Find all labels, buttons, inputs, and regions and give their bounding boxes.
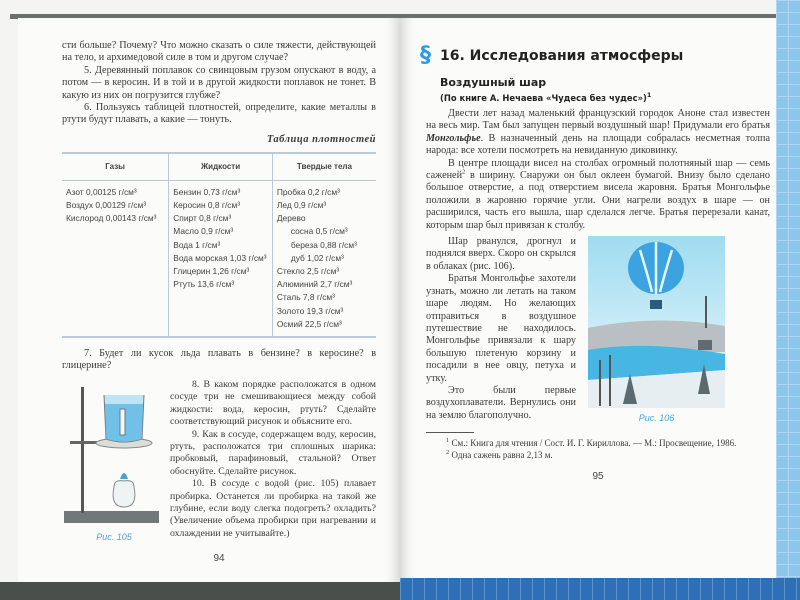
cell: Лед 0,9 г/см³ bbox=[276, 200, 327, 211]
gases-column bbox=[62, 180, 169, 337]
table-row bbox=[62, 180, 376, 337]
cell: Азот 0,00125 г/см³ bbox=[66, 186, 137, 197]
text: Двести лет назад маленький французский городок Аноне стал известен на весь мир. Там был запущен первый воздушный шар! Придумали его братья bbox=[426, 108, 770, 132]
figure-105-beaker-on-stand bbox=[64, 379, 164, 527]
cell: Масло 0,9 г/см³ bbox=[173, 226, 234, 237]
test-tube bbox=[120, 409, 125, 435]
cell: Вода 1 г/см³ bbox=[173, 239, 221, 250]
text: в ширину. Снаружи он был оклеен бумагой. Внизу было сделано большое отверстие, а под отверстием висела жаровня. Братья Монгольфье положили в жаровню горячие угли. Они нагрели воздух в шаре — он расширился, часть его вышла, шар сделался легче. Братья перерезали канат, которым шар был привязан к столбу. bbox=[426, 170, 770, 231]
cell: Золото 19,3 г/см³ bbox=[276, 305, 344, 316]
paragraph: 7. Будет ли кусок льда плавать в бензине? в керосине? в глицерине? bbox=[62, 348, 376, 372]
footnote-mark: 2 bbox=[446, 449, 450, 457]
figure-105-caption: Рис. 105 bbox=[96, 531, 132, 542]
figure-106-balloon-landscape bbox=[588, 236, 725, 408]
text: В центре площади висел на столбах огромный полотняный шар — семь саженей bbox=[426, 157, 770, 182]
left-page-content bbox=[62, 40, 376, 565]
footnote-divider bbox=[426, 432, 474, 433]
paragraph-3: Шар рванулся, дрогнул и поднялся вверх. Скоро он скрылся в облаках (рис. 106). bbox=[426, 236, 576, 272]
footnote-ref: 2 bbox=[462, 168, 466, 176]
cell: сосна 0,5 г/см³ bbox=[290, 226, 348, 237]
question-9: 9. Как в сосуде, содержащем воду, керосин, ртуть, расположатся три сплошных шарика: пробковый, парафиновый, стальной? Ответ обоснуйте. Сделайте рисунок. bbox=[170, 428, 376, 477]
question-6: 6. Пользуясь таблицей плотностей, определите, какие металлы в ртути будут плавать, а какие — тонуть. bbox=[62, 102, 376, 126]
spirit-lamp bbox=[113, 480, 135, 506]
cell: Ртуть 13,6 г/см³ bbox=[173, 279, 235, 290]
header-solids: Твердые тела bbox=[272, 153, 376, 181]
figure-and-questions bbox=[62, 379, 376, 543]
cell: береза 0,88 г/см³ bbox=[290, 239, 357, 250]
book-cover-edge-right bbox=[776, 0, 800, 600]
footnote-ref: 1 bbox=[646, 91, 652, 100]
paragraph-2 bbox=[426, 158, 770, 232]
cell: Пробка 0,2 г/см³ bbox=[276, 186, 340, 197]
table-header-row bbox=[62, 153, 376, 181]
stand-base bbox=[64, 511, 159, 523]
header-gases: Газы bbox=[62, 153, 169, 181]
emphasis: Монгольфье bbox=[426, 132, 481, 144]
paragraph-4: Братья Монгольфье захотели узнать, можно ли летать на таком шаре людям. Но желающих отправиться в воздушное путешествие не находилось. Монгольфье привязали к шару большую плетеную корзину и посадили в нее овцу, петуха и утку. bbox=[426, 273, 576, 384]
cell: дуб 1,02 г/см³ bbox=[290, 252, 344, 263]
cell: Стекло 2,5 г/см³ bbox=[276, 266, 340, 277]
section-title: 16. Исследования атмосферы bbox=[440, 48, 684, 64]
questions-8-10 bbox=[170, 379, 376, 540]
right-main-text bbox=[426, 108, 770, 232]
footnote-1 bbox=[426, 437, 770, 449]
source-text: (По книге А. Нечаева «Чудеса без чудес») bbox=[440, 93, 647, 103]
cell: Керосин 0,8 г/см³ bbox=[173, 200, 241, 211]
house bbox=[698, 340, 712, 350]
paragraph-1 bbox=[426, 108, 770, 158]
paragraph-sign-icon: § bbox=[420, 43, 431, 68]
figure-106 bbox=[588, 236, 725, 424]
question-10: 10. В сосуде с водой (рис. 105) плавает пробирка. Останется ли пробирка на такой же глубине, если воду слегка подогреть? охладить? (Увеличение объема пробирки при нагревании и охлаждении не учитывайте.) bbox=[170, 478, 376, 539]
right-column-text bbox=[426, 236, 576, 422]
cell: Кислород 0,00143 г/см³ bbox=[66, 213, 157, 224]
cell: Дерево bbox=[276, 213, 306, 224]
cell: Сталь 7,8 г/см³ bbox=[276, 292, 335, 303]
density-table bbox=[62, 152, 376, 338]
cell: Осмий 22,5 г/см³ bbox=[276, 318, 342, 329]
cell: Глицерин 1,26 г/см³ bbox=[173, 266, 250, 277]
cell: Алюминий 2,7 г/см³ bbox=[276, 279, 353, 290]
text-and-figure bbox=[426, 236, 770, 424]
left-top-text bbox=[62, 40, 376, 127]
question-7 bbox=[62, 348, 376, 373]
subtitle: Воздушный шар bbox=[440, 76, 547, 89]
footnote-text: Одна сажень равна 2,13 м. bbox=[449, 450, 553, 461]
cell: Вода морская 1,03 г/см³ bbox=[173, 252, 267, 263]
paragraph: сти больше? Почему? Что можно сказать о силе тяжести, действующей на тело, и архимедовой силе в том и другом случае? bbox=[62, 40, 376, 64]
figure-105 bbox=[62, 379, 166, 543]
text: . В назначенный день на площади собралась несметная толпа народа: все хотели посмотреть на невиданную диковинку. bbox=[426, 132, 770, 157]
cell: Бензин 0,73 г/см³ bbox=[173, 186, 241, 197]
paragraph-5: Это были первые воздухоплаватели. Вернулись они на землю благополучно. bbox=[426, 384, 576, 421]
flame bbox=[120, 473, 128, 479]
footnote-text: См.: Книга для чтения / Сост. И. Г. Кириллова. — М.: Просвещение, 1986. bbox=[449, 438, 737, 449]
cell: Спирт 0,8 г/см³ bbox=[173, 213, 232, 224]
footnote-mark: 1 bbox=[446, 437, 450, 445]
table-title: Таблица плотностей bbox=[266, 133, 376, 145]
figure-106-caption: Рис. 106 bbox=[638, 413, 675, 424]
section-heading bbox=[420, 44, 770, 68]
balloon-basket bbox=[650, 300, 662, 309]
right-page-content bbox=[420, 44, 770, 483]
stand-rod bbox=[81, 387, 84, 513]
cell: Воздух 0,00129 г/см³ bbox=[66, 200, 147, 211]
header-liquids: Жидкости bbox=[169, 153, 273, 181]
footnote-2 bbox=[426, 449, 770, 461]
question-8: 8. В каком порядке расположатся в одном сосуде три не смешивающиеся между собой жидкости: вода, керосин, ртуть? Сделайте соответствующий рисунок и объясните его. bbox=[170, 378, 376, 428]
solids-column bbox=[272, 180, 376, 337]
page-number-right: 95 bbox=[592, 471, 604, 483]
liquids-column bbox=[169, 180, 273, 337]
question-5: 5. Деревянный поплавок со свинцовым грузом опускают в воду, а потом — в керосин. И в той и в другой жидкости поплавок не тонет. В какую из них он погрузится глубже? bbox=[62, 64, 376, 101]
source-line bbox=[440, 92, 770, 104]
page-number-left: 94 bbox=[213, 552, 225, 564]
book-cover-blue-edge bbox=[400, 578, 800, 600]
